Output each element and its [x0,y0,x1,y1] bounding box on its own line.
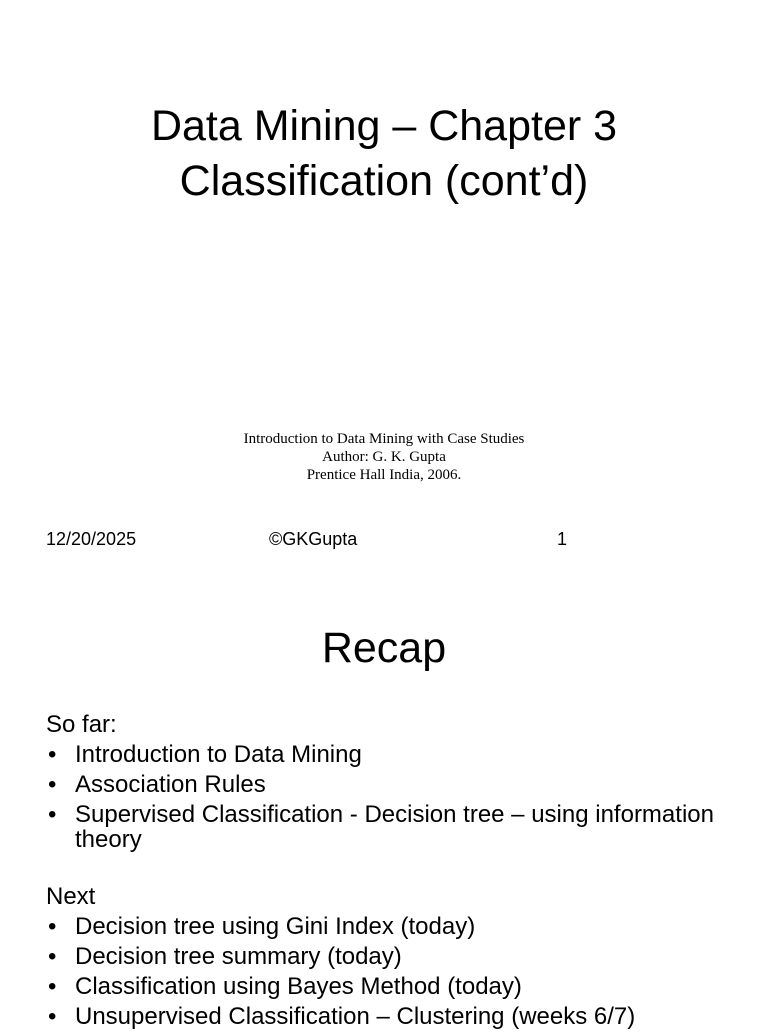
recap-slide [0,576,768,1030]
list-item [46,742,746,767]
so-far-list [46,742,746,857]
bullet-icon: • [48,943,57,970]
bullet-icon: • [48,913,57,940]
list-item [46,1004,746,1029]
reference-publisher: Prentice Hall India, 2006. [306,467,462,483]
list-item [46,914,746,939]
next-heading: Next [46,883,96,910]
list-item-text: Association Rules [75,771,266,798]
so-far-heading: So far: [46,711,117,738]
slide-title-line-2: Classification (cont’d) [179,157,589,205]
bullet-icon: • [48,771,57,798]
bullet-icon: • [48,741,57,768]
footer-date: 12/20/2025 [46,529,137,549]
list-item-text: Unsupervised Classification – Clustering (weeks 6/7) [75,1003,636,1030]
list-item [46,802,746,852]
list-item [46,974,746,999]
recap-title: Recap [321,624,447,672]
list-item-text: Supervised Classification - Decision tree – using information theory [75,801,714,853]
bullet-icon: • [48,801,57,828]
slide-title-line-1: Data Mining – Chapter 3 [150,102,618,150]
bullet-icon: • [48,1003,57,1030]
list-item [46,772,746,797]
footer-page-number: 1 [557,529,568,549]
list-item-text: Decision tree summary (today) [75,943,402,970]
list-item [46,944,746,969]
next-list [46,914,746,1034]
reference-book-title: Introduction to Data Mining with Case Studies [243,431,525,447]
list-item-text: Classification using Bayes Method (today) [75,973,522,1000]
bullet-icon: • [48,973,57,1000]
reference-author: Author: G. K. Gupta [322,449,446,465]
footer-copyright: ©GKGupta [269,529,358,549]
list-item-text: Introduction to Data Mining [75,741,362,768]
list-item-text: Decision tree using Gini Index (today) [75,913,476,940]
